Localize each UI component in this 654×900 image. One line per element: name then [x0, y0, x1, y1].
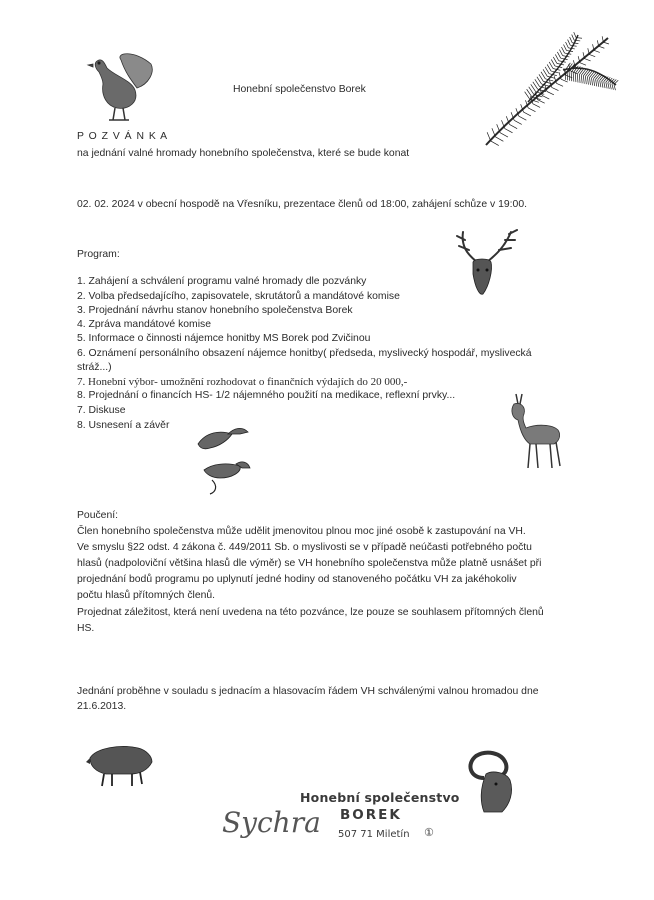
program-item: 7. Diskuse: [77, 405, 126, 416]
invitation-heading: P O Z V Á N K A: [77, 131, 169, 142]
notice-line: počtu hlasů přítomných členů.: [77, 590, 216, 601]
mouflon-icon: [462, 748, 524, 814]
notice-line: Ve smyslu §22 odst. 4 zákona č. 449/2011 Sb. o myslivosti se v případě neúčasti potřebného počtu: [77, 542, 532, 553]
spruce-branch-icon: [468, 30, 618, 150]
program-item: 3. Projednání návrhu stanov honebního společenstva Borek: [77, 305, 353, 316]
program-item: 4. Zpráva mandátové komise: [77, 319, 211, 330]
program-item: 7. Honební výbor- umožnění rozhodovat o finančních výdajích do 20 000,-: [77, 376, 408, 388]
notice-line: HS.: [77, 623, 95, 634]
boar-icon: [86, 738, 156, 788]
notice-line: hlasů (nadpoloviční většina hlasů dle výměr) se VH honebního společenstva může platně usnášet při: [77, 558, 542, 569]
rules-line: 21.6.2013.: [77, 701, 127, 712]
meeting-datetime: 02. 02. 2024 v obecní hospodě na Vřesníku, prezentace členů od 18:00, zahájení schůze v 19:00.: [77, 199, 528, 210]
notice-line: Projednat záležitost, která není uvedena na této pozvánce, lze pouze se souhlasem přítomných členů: [77, 607, 544, 618]
program-item: 5. Informace o činnosti nájemce honitby MS Borek pod Zvičinou: [77, 333, 371, 344]
program-item: 2. Volba předsedajícího, zapisovatele, skrutátorů a mandátové komise: [77, 291, 400, 302]
program-item: stráž...): [77, 362, 112, 373]
notice-line: Člen honebního společenstva může udělit jmenovitou plnou moc jiné osobě k zastupování na VH.: [77, 526, 526, 537]
roe-deer-icon: [500, 390, 572, 470]
program-item: 8. Usnesení a závěr: [77, 420, 170, 431]
stamp-line2: BOREK: [340, 807, 402, 823]
svg-text:Sychra: Sychra: [222, 806, 321, 839]
signature: [218, 792, 321, 844]
program-item: 1. Zahájení a schválení programu valné hromady dle pozvánky: [77, 276, 367, 287]
program-item: 8. Projednání o financích HS- 1/2 nájemného použití na medikace, reflexní prvky...: [77, 390, 456, 401]
notice-line: projednání bodů programu po uplynutí jedné hodiny od stanoveného počátku VH za jakéhokoliv: [77, 574, 517, 585]
notice-heading: Poučení:: [77, 510, 119, 521]
rules-line: Jednání proběhne v souladu s jednacím a hlasovacím řádem VH schválenými valnou hromadou dne: [77, 686, 539, 697]
stamp-line1: Honební společenstvo: [300, 790, 460, 805]
stamp-mark: ①: [424, 827, 434, 839]
invitation-subtitle: na jednání valné hromady honebního společenstva, které se bude konat: [77, 148, 410, 159]
program-heading: Program:: [77, 249, 120, 260]
deer-antlers-icon: [445, 228, 520, 300]
stamp-line3: 507 71 Miletín: [338, 829, 410, 840]
ducks-icon: [192, 424, 254, 496]
program-item: 6. Oznámení personálního obsazení nájemce honitby( předseda, myslivecký hospodář, myslivecká: [77, 348, 532, 359]
grouse-icon: [85, 50, 155, 122]
page-title: Honební společenstvo Borek: [233, 84, 366, 95]
